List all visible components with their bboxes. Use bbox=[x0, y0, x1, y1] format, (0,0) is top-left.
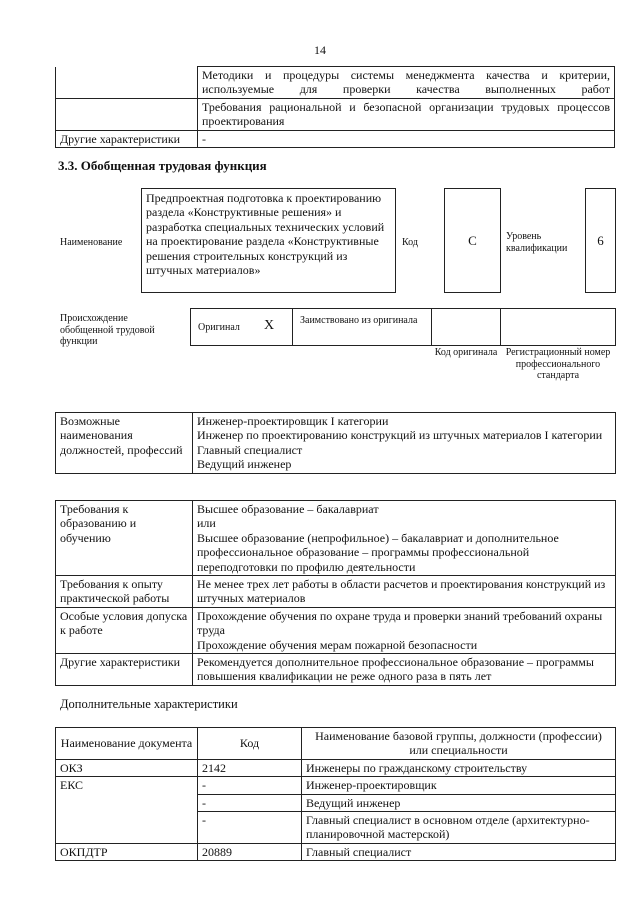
table-cell: Требования к опыту практической работы bbox=[56, 575, 193, 607]
original-mark: X bbox=[264, 318, 275, 333]
table-cell: Другие характеристики bbox=[56, 653, 193, 685]
header-cell: Наименование документа bbox=[56, 728, 198, 760]
table-cell: Главный специалист в основном отделе (архитектурно-планировочной мастерской) bbox=[302, 811, 616, 843]
table-cell: Требования к образованию и обучению bbox=[56, 501, 193, 576]
level-label: Уровень квалификации bbox=[506, 231, 568, 254]
positions-values bbox=[193, 413, 616, 474]
original-label: Оригинал bbox=[198, 322, 240, 333]
table-row bbox=[56, 413, 616, 474]
table-cell: ОКЗ bbox=[56, 759, 198, 776]
reg-number-label: Регистрационный номер профессионального стандарта bbox=[505, 347, 611, 381]
table-cell bbox=[56, 794, 198, 811]
level-box bbox=[585, 188, 616, 293]
table-cell: Главный специалист bbox=[302, 843, 616, 860]
table-cell: ОКПДТР bbox=[56, 843, 198, 860]
code-original-box bbox=[431, 308, 501, 346]
table-cell: Методики и процедуры системы менеджмента качества и критерии, используемые для проверки качества выполненных работ bbox=[198, 67, 615, 99]
original-box bbox=[190, 308, 293, 346]
origin-label: Происхождение обобщенной трудовой функции bbox=[60, 313, 155, 347]
borrowed-box bbox=[292, 308, 432, 346]
table-row bbox=[56, 759, 616, 776]
additional-title: Дополнительные характеристики bbox=[60, 697, 238, 711]
table-row bbox=[56, 811, 616, 843]
table-row bbox=[56, 794, 616, 811]
table-header-row bbox=[56, 728, 616, 760]
table-cell: - bbox=[198, 794, 302, 811]
table-row bbox=[56, 501, 616, 576]
table-cell bbox=[193, 607, 616, 653]
table-cell: Другие характеристики bbox=[56, 130, 198, 147]
top-table bbox=[55, 66, 615, 148]
list-item: Не менее трех лет работы в области расчетов и проектирования конструкций из штучных материалов bbox=[197, 576, 606, 606]
name-label: Наименование bbox=[60, 237, 123, 248]
list-item: Ведущий инженер bbox=[197, 457, 292, 472]
requirements-table bbox=[55, 500, 616, 686]
table-row bbox=[56, 843, 616, 860]
table-row bbox=[56, 607, 616, 653]
list-item: Инженер по проектированию конструкций из штучных материалов I категории bbox=[197, 428, 603, 443]
table-cell bbox=[56, 811, 198, 843]
table-cell: - bbox=[198, 130, 615, 147]
table-cell bbox=[193, 575, 616, 607]
table-cell bbox=[193, 501, 616, 576]
table-row bbox=[56, 67, 615, 99]
table-cell: Инженеры по гражданскому строительству bbox=[302, 759, 616, 776]
table-row bbox=[56, 98, 615, 130]
list-item: Высшее образование (непрофильное) – бакалавриат и дополнительное профессиональное образование – программы профессиональной переподготовки по профилю деятельности bbox=[197, 530, 559, 574]
additional-table bbox=[55, 727, 616, 861]
list-item: Инженер-проектировщик I категории bbox=[197, 414, 389, 428]
list-item: Высшее образование – бакалавриат bbox=[197, 502, 379, 516]
list-item: Рекомендуется дополнительное профессиональное образование – программы повышения квалификации не реже одного раза в пять лет bbox=[197, 654, 594, 684]
level-value: 6 bbox=[597, 232, 604, 248]
header-cell: Код bbox=[198, 728, 302, 760]
table-cell bbox=[193, 653, 616, 685]
table-cell bbox=[56, 98, 198, 130]
table-row bbox=[56, 575, 616, 607]
list-item: Главный специалист bbox=[197, 442, 303, 457]
section-title: 3.3. Обобщенная трудовая функция bbox=[58, 158, 267, 173]
code-value: C bbox=[468, 232, 477, 248]
function-name-box bbox=[141, 188, 396, 293]
table-cell: 20889 bbox=[198, 843, 302, 860]
page-number: 14 bbox=[314, 43, 326, 57]
list-item: Прохождение обучения по охране труда и проверки знаний требований охраны труда bbox=[197, 608, 603, 638]
table-cell: - bbox=[198, 811, 302, 843]
positions-table bbox=[55, 412, 616, 474]
table-row bbox=[56, 130, 615, 147]
header-cell: Наименование базовой группы, должности (профессии) или специальности bbox=[302, 728, 616, 760]
table-cell: ЕКС bbox=[56, 777, 198, 794]
table-cell: - bbox=[198, 777, 302, 794]
reg-number-box bbox=[500, 308, 616, 346]
table-cell: Требования рациональной и безопасной организации трудовых процессов проектирования bbox=[198, 98, 615, 130]
code-original-label: Код оригинала bbox=[434, 347, 498, 358]
code-box bbox=[444, 188, 501, 293]
list-item: Прохождение обучения мерам пожарной безопасности bbox=[197, 637, 478, 652]
function-name: Предпроектная подготовка к проектированию раздела «Конструктивные решения» и разработка специальных технических условий на проектирование раздела «Конструктивные решения строительных конструкций из штучных материалов» bbox=[146, 191, 385, 277]
table-cell: Инженер-проектировщик bbox=[302, 777, 616, 794]
table-cell: Особые условия допуска к работе bbox=[56, 607, 193, 653]
positions-label: Возможные наименования должностей, профессий bbox=[56, 413, 193, 474]
table-cell bbox=[56, 67, 198, 99]
borrowed-label: Заимствовано из оригинала bbox=[300, 315, 418, 326]
table-row bbox=[56, 653, 616, 685]
table-cell: Ведущий инженер bbox=[302, 794, 616, 811]
code-label: Код bbox=[402, 237, 418, 248]
table-row bbox=[56, 777, 616, 794]
table-cell: 2142 bbox=[198, 759, 302, 776]
list-item: или bbox=[197, 516, 216, 531]
